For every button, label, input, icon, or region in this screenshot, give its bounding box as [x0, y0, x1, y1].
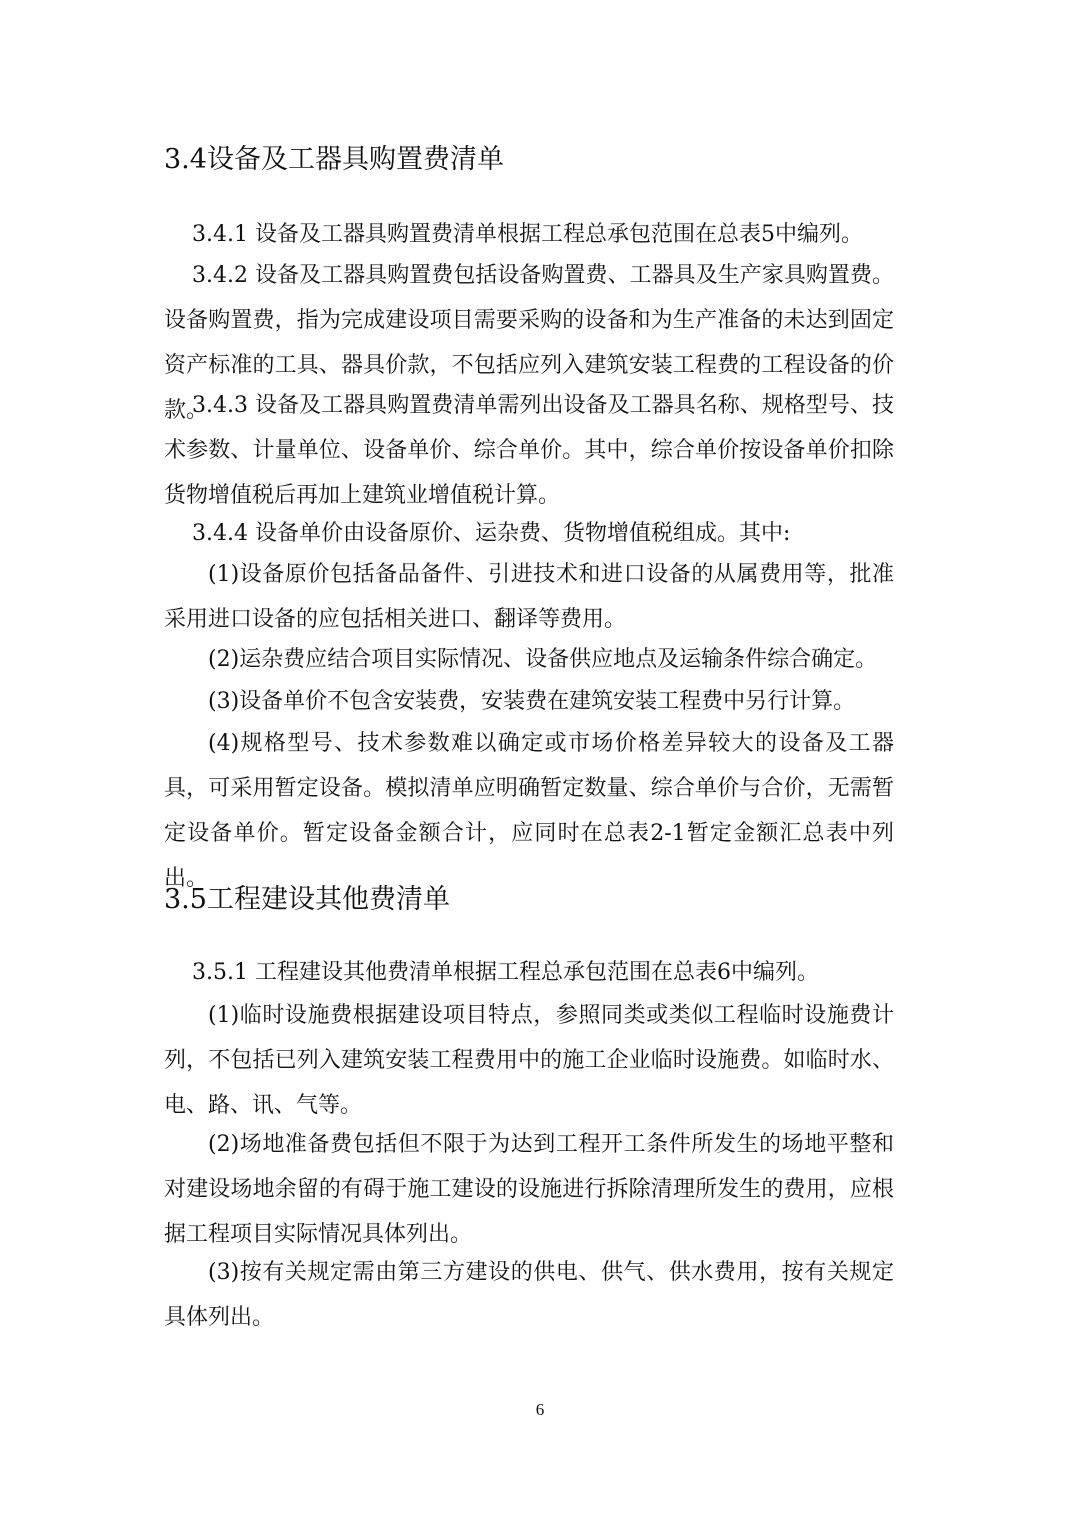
paragraph-3-4-4-item-2: (2)运杂费应结合项目实际情况、设备供应地点及运输条件综合确定。 [208, 647, 878, 672]
paragraph-3-4-4: 3.4.4 设备单价由设备原价、运杂费、货物增值税组成。其中: [192, 521, 791, 546]
section-heading-3-4: 3.4设备及工器具购置费清单 [164, 144, 504, 175]
paragraph-3-5-1-item-1: (1)临时设施费根据建设项目特点，参照同类或类似工程临时设施费计列，不包括已列入建筑安装工程费用中的施工企业临时设施费。如临时水、电、路、讯、气等。 [164, 1003, 894, 1118]
paragraph-3-4-4-item-3: (3)设备单价不包含安装费，安装费在建筑安装工程费中另行计算。 [208, 689, 856, 714]
section-heading-3-5: 3.5工程建设其他费清单 [164, 884, 450, 915]
paragraph-3-5-1-item-2: (2)场地准备费包括但不限于为达到工程开工条件所发生的场地平整和对建设场地余留的有碍于施工建设的设施进行拆除清理所发生的费用，应根据工程项目实际情况具体列出。 [164, 1132, 894, 1247]
paragraph-3-4-3: 3.4.3 设备及工器具购置费清单需列出设备及工器具名称、规格型号、技术参数、计量单位、设备单价、综合单价。其中，综合单价按设备单价扣除货物增值税后再加上建筑业增值税计算。 [164, 393, 894, 508]
paragraph-3-5-1: 3.5.1 工程建设其他费清单根据工程总承包范围在总表6中编列。 [192, 960, 819, 985]
paragraph-3-5-1-item-3: (3)按有关规定需由第三方建设的供电、供气、供水费用，按有关规定具体列出。 [164, 1260, 894, 1330]
paragraph-3-4-4-item-1: (1)设备原价包括备品备件、引进技术和进口设备的从属费用等，批准采用进口设备的应包括相关进口、翻译等费用。 [164, 562, 894, 632]
page-number: 6 [535, 1400, 545, 1419]
paragraph-3-4-1: 3.4.1 设备及工器具购置费清单根据工程总承包范围在总表5中编列。 [192, 222, 863, 247]
paragraph-3-4-2: 3.4.2 设备及工器具购置费包括设备购置费、工器具及生产家具购置费。设备购置费，指为完成建设项目需要采购的设备和为生产准备的未达到固定资产标准的工具、器具价款，不包括应列入建筑安装工程费的工程设备的价款。 [164, 263, 894, 423]
paragraph-3-4-4-item-4: (4)规格型号、技术参数难以确定或市场价格差异较大的设备及工器具，可采用暂定设备。模拟清单应明确暂定数量、综合单价与合价，无需暂定设备单价。暂定设备金额合计，应同时在总表2-1暂定金额汇总表中列出。 [164, 731, 894, 891]
